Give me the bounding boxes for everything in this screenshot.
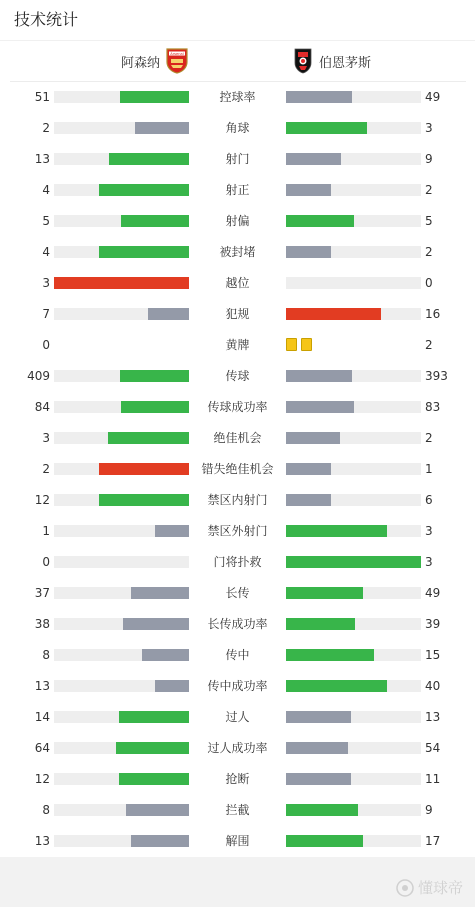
away-value: 83 xyxy=(425,400,441,414)
home-bar-track xyxy=(54,494,189,506)
home-bar-track xyxy=(54,525,189,537)
stat-row xyxy=(0,82,475,113)
stat-label: 禁区外射门 xyxy=(207,524,268,538)
away-bar-fill xyxy=(286,494,331,506)
stat-row xyxy=(0,113,475,144)
home-bar-track xyxy=(54,432,189,444)
away-bar-fill xyxy=(286,308,381,320)
home-value: 2 xyxy=(42,462,50,476)
stat-row xyxy=(0,144,475,175)
stat-label: 被封堵 xyxy=(219,245,256,259)
stat-label: 门将扑救 xyxy=(213,555,262,569)
stat-label: 角球 xyxy=(225,121,250,135)
away-bar-fill xyxy=(286,153,341,165)
stat-row xyxy=(0,826,475,857)
stat-label: 越位 xyxy=(225,276,250,290)
home-bar-fill xyxy=(123,618,189,630)
away-bar-track xyxy=(286,401,421,413)
away-bar-track xyxy=(286,122,421,134)
away-bar-fill xyxy=(286,91,352,103)
stat-row xyxy=(0,175,475,206)
footer xyxy=(0,857,475,907)
home-bar-track xyxy=(54,184,189,196)
page-title: 技术统计 xyxy=(14,10,79,29)
stat-row xyxy=(0,330,475,361)
away-bar-track xyxy=(286,246,421,258)
away-value: 393 xyxy=(425,369,448,383)
stat-label: 犯规 xyxy=(225,307,250,321)
home-bar-track xyxy=(54,835,189,847)
stat-label: 传球成功率 xyxy=(207,400,268,414)
away-value: 39 xyxy=(425,617,441,631)
arsenal-crest-wordmark: Arsenal xyxy=(170,51,184,56)
home-bar-fill xyxy=(155,525,189,537)
away-value: 3 xyxy=(425,121,433,135)
stat-label: 禁区内射门 xyxy=(207,493,268,507)
away-bar-track xyxy=(286,153,421,165)
stats-list xyxy=(0,82,475,857)
home-bar-track xyxy=(54,246,189,258)
home-bar-fill xyxy=(99,494,189,506)
away-value: 5 xyxy=(425,214,433,228)
home-value: 7 xyxy=(42,307,50,321)
home-bar-fill xyxy=(126,804,189,816)
stat-row xyxy=(0,206,475,237)
home-bar-track xyxy=(54,401,189,413)
yellow-card-icon xyxy=(286,338,297,351)
stat-label: 过人 xyxy=(225,710,250,724)
yellow-card-icon xyxy=(301,338,312,351)
arsenal-crest-icon xyxy=(166,48,188,74)
home-bar-fill xyxy=(119,711,189,723)
away-bar-fill xyxy=(286,649,374,661)
away-bar-track xyxy=(286,215,421,227)
home-value: 409 xyxy=(27,369,50,383)
away-bar-track xyxy=(286,587,421,599)
away-bar-track xyxy=(286,308,421,320)
stat-label: 过人成功率 xyxy=(207,741,268,755)
stat-row xyxy=(0,547,475,578)
home-value: 4 xyxy=(42,245,50,259)
home-value: 12 xyxy=(34,772,50,786)
stat-label: 长传 xyxy=(225,586,250,600)
away-bar-fill xyxy=(286,401,354,413)
away-value: 3 xyxy=(425,524,433,538)
home-value: 4 xyxy=(42,183,50,197)
away-bar-fill xyxy=(286,122,367,134)
home-value: 13 xyxy=(34,152,50,166)
away-bar-fill xyxy=(286,804,358,816)
home-value: 13 xyxy=(34,679,50,693)
stat-row xyxy=(0,671,475,702)
stat-row xyxy=(0,299,475,330)
away-value: 2 xyxy=(425,338,433,352)
home-bar-fill xyxy=(116,742,189,754)
home-bar-fill xyxy=(148,308,189,320)
home-value: 1 xyxy=(42,524,50,538)
stat-label: 绝佳机会 xyxy=(213,431,262,445)
away-bar-track xyxy=(286,525,421,537)
away-bar-fill xyxy=(286,711,351,723)
away-value: 17 xyxy=(425,834,441,848)
away-value: 9 xyxy=(425,803,433,817)
watermark-text: 懂球帝 xyxy=(417,879,463,897)
home-value: 51 xyxy=(34,90,50,104)
away-value: 2 xyxy=(425,245,433,259)
home-bar-fill xyxy=(135,122,189,134)
away-bar-track xyxy=(286,432,421,444)
away-value: 1 xyxy=(425,462,433,476)
away-bar-track xyxy=(286,184,421,196)
home-bar-fill xyxy=(131,835,189,847)
home-bar-fill xyxy=(99,246,189,258)
home-bar-track xyxy=(54,618,189,630)
away-value: 2 xyxy=(425,431,433,445)
away-bar-track xyxy=(286,773,421,785)
stat-label: 错失绝佳机会 xyxy=(201,462,274,476)
home-value: 3 xyxy=(42,431,50,445)
home-value: 8 xyxy=(42,803,50,817)
away-bar-fill xyxy=(286,215,354,227)
home-bar-fill xyxy=(119,773,189,785)
away-team[interactable] xyxy=(293,49,371,73)
away-value: 2 xyxy=(425,183,433,197)
home-value: 5 xyxy=(42,214,50,228)
watermark xyxy=(396,877,463,898)
home-value: 3 xyxy=(42,276,50,290)
away-bar-track xyxy=(286,742,421,754)
stat-label: 控球率 xyxy=(219,90,256,104)
home-bar-track xyxy=(54,680,189,692)
watermark-logo-icon xyxy=(396,879,414,897)
away-value: 49 xyxy=(425,90,441,104)
stat-row xyxy=(0,485,475,516)
stat-row xyxy=(0,578,475,609)
home-bar-track xyxy=(54,153,189,165)
away-bar-track xyxy=(286,370,421,382)
home-team[interactable] xyxy=(121,49,188,73)
home-bar-fill xyxy=(108,432,189,444)
away-yellow-cards xyxy=(286,338,312,352)
stat-row xyxy=(0,702,475,733)
away-value: 16 xyxy=(425,307,441,321)
stat-row xyxy=(0,640,475,671)
away-value: 54 xyxy=(425,741,441,755)
away-bar-track xyxy=(286,463,421,475)
away-value: 6 xyxy=(425,493,433,507)
stat-row xyxy=(0,423,475,454)
away-value: 3 xyxy=(425,555,433,569)
stat-row xyxy=(0,392,475,423)
home-value: 2 xyxy=(42,121,50,135)
stat-row xyxy=(0,268,475,299)
stat-label: 拦截 xyxy=(225,803,250,817)
home-bar-track xyxy=(54,91,189,103)
home-bar-fill xyxy=(99,463,189,475)
home-value: 64 xyxy=(34,741,50,755)
home-value: 13 xyxy=(34,834,50,848)
home-bar-track xyxy=(54,277,189,289)
home-bar-track xyxy=(54,587,189,599)
away-bar-fill xyxy=(286,432,340,444)
away-value: 15 xyxy=(425,648,441,662)
away-bar-track xyxy=(286,91,421,103)
away-bar-fill xyxy=(286,587,363,599)
home-value: 12 xyxy=(34,493,50,507)
home-value: 14 xyxy=(34,710,50,724)
away-bar-track xyxy=(286,277,421,289)
away-team-name: 伯恩茅斯 xyxy=(319,55,372,71)
stat-row xyxy=(0,454,475,485)
away-bar-track xyxy=(286,556,421,568)
away-value: 9 xyxy=(425,152,433,166)
away-value: 0 xyxy=(425,276,433,290)
stat-label: 射正 xyxy=(225,183,250,197)
stat-label: 抢断 xyxy=(225,772,250,786)
away-bar-track xyxy=(286,618,421,630)
away-value: 49 xyxy=(425,586,441,600)
home-value: 37 xyxy=(34,586,50,600)
away-bar-track xyxy=(286,835,421,847)
away-bar-fill xyxy=(286,525,387,537)
home-bar-track xyxy=(54,215,189,227)
home-bar-fill xyxy=(99,184,189,196)
home-bar-track xyxy=(54,122,189,134)
home-bar-track xyxy=(54,649,189,661)
home-bar-track xyxy=(54,804,189,816)
home-bar-fill xyxy=(109,153,189,165)
away-value: 40 xyxy=(425,679,441,693)
home-bar-track xyxy=(54,773,189,785)
home-bar-track xyxy=(54,556,189,568)
away-bar-track xyxy=(286,804,421,816)
home-bar-track xyxy=(54,370,189,382)
stat-label: 传中成功率 xyxy=(207,679,268,693)
home-bar-fill xyxy=(142,649,189,661)
home-bar-fill xyxy=(121,401,189,413)
stat-label: 黄牌 xyxy=(225,338,250,352)
stat-row xyxy=(0,609,475,640)
home-bar-track xyxy=(54,308,189,320)
stat-label: 长传成功率 xyxy=(207,617,268,631)
stat-row xyxy=(0,361,475,392)
home-bar-track xyxy=(54,463,189,475)
home-value: 84 xyxy=(34,400,50,414)
stat-label: 传球 xyxy=(225,369,250,383)
away-value: 11 xyxy=(425,772,441,786)
home-bar-fill xyxy=(131,587,189,599)
stat-row xyxy=(0,733,475,764)
teams-header xyxy=(0,41,475,81)
away-bar-fill xyxy=(286,773,351,785)
home-team-name: 阿森纳 xyxy=(120,55,160,71)
away-bar-fill xyxy=(286,556,421,568)
home-bar-fill xyxy=(54,277,189,289)
away-value: 13 xyxy=(425,710,441,724)
home-bar-fill xyxy=(120,370,189,382)
away-bar-fill xyxy=(286,370,352,382)
home-value: 0 xyxy=(42,338,50,352)
bournemouth-crest-icon xyxy=(293,48,313,74)
home-value: 0 xyxy=(42,555,50,569)
home-bar-fill xyxy=(121,215,189,227)
stat-row xyxy=(0,764,475,795)
away-bar-fill xyxy=(286,463,331,475)
home-bar-fill xyxy=(155,680,189,692)
stat-label: 解围 xyxy=(225,834,250,848)
away-bar-track xyxy=(286,680,421,692)
home-value: 8 xyxy=(42,648,50,662)
stat-label: 射偏 xyxy=(225,214,250,228)
stat-label: 射门 xyxy=(225,152,250,166)
away-bar-fill xyxy=(286,246,331,258)
stat-row xyxy=(0,516,475,547)
away-bar-fill xyxy=(286,742,348,754)
away-bar-fill xyxy=(286,835,363,847)
home-bar-track xyxy=(54,742,189,754)
away-bar-track xyxy=(286,711,421,723)
home-bar-fill xyxy=(120,91,189,103)
away-bar-fill xyxy=(286,680,387,692)
stat-row xyxy=(0,795,475,826)
home-value: 38 xyxy=(34,617,50,631)
away-bar-fill xyxy=(286,184,331,196)
stat-label: 传中 xyxy=(225,648,250,662)
away-bar-fill xyxy=(286,618,355,630)
away-bar-track xyxy=(286,649,421,661)
away-bar-track xyxy=(286,494,421,506)
stat-row xyxy=(0,237,475,268)
home-bar-track xyxy=(54,711,189,723)
